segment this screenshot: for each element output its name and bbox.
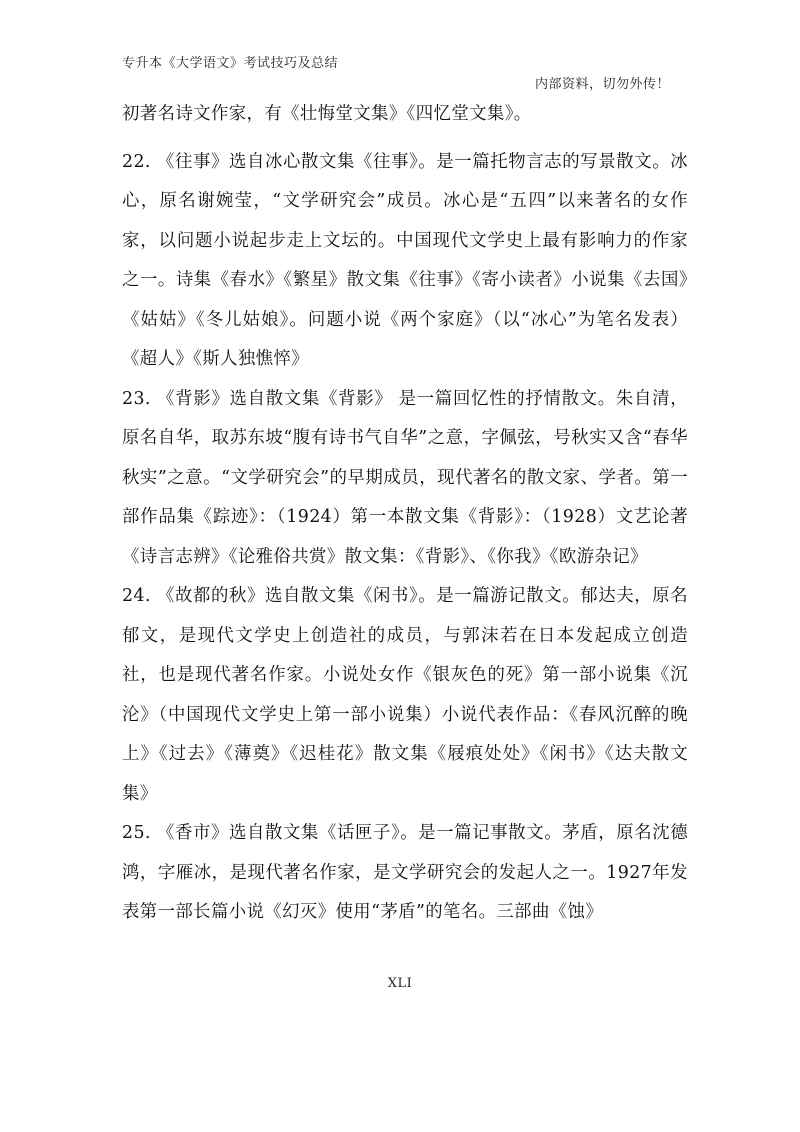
document-header-title: 专升本《大学语文》考试技巧及总结 <box>122 56 339 71</box>
document-header-notice: 内部资料，切勿外传！ <box>534 77 670 92</box>
paragraph-continuation: 初著名诗文作家，有《壮悔堂文集》《四忆堂文集》。 <box>122 104 532 124</box>
paragraph-item-24: 24. 《故都的秋》选自散文集《闲书》。是一篇游记散文。郁达夫，原名郁文，是现代文学史上创造社的成员，与郭沫若在日本发起成立创造社，也是现代著名作家。小说处女作《银灰色的死》第一部小说集《沉沦》（中国现代文学史上第一部小说集）小说代表作品：《春风沉醉的晚上》《过去》《薄奠》《迟桂花》散文集《屐痕处处》《闲书》《达夫散文集》 <box>122 586 688 804</box>
page-body <box>122 95 688 933</box>
page-number: XLI <box>387 976 413 991</box>
paragraph-item-23: 23. 《背影》选自散文集《背影》 是一篇回忆性的抒情散文。朱自清，原名自华，取苏东坡“腹有诗书气自华”之意，字佩弦，号秋实又含“春华秋实”之意。“文学研究会”的早期成员，现代著名的散文家、学者。第一部作品集《踪迹》：（1924）第一本散文集《背影》：（1928）文艺论著《诗言志辨》《论雅俗共赏》散文集：《背影》、《你我》《欧游杂记》 <box>122 388 688 567</box>
paragraph-item-25: 25. 《香市》选自散文集《话匣子》。是一篇记事散文。茅盾，原名沈德鸿，字雁冰，是现代著名作家，是文学研究会的发起人之一。1927年发表第一部长篇小说《幻灭》使用“茅盾”的笔名。三部曲《蚀》 <box>122 823 688 922</box>
paragraph-item-22: 22. 《往事》选自冰心散文集《往事》。是一篇托物言志的写景散文。冰心，原名谢婉莹，“文学研究会”成员。冰心是“五四”以来著名的女作家，以问题小说起步走上文坛的。中国现代文学史上最有影响力的作家之一。诗集《春水》《繁星》散文集《往事》《寄小读者》小说集《去国》《姑姑》《冬儿姑娘》。问题小说《两个家庭》（以“冰心”为笔名发表）《超人》《斯人独憔悴》 <box>122 151 688 369</box>
